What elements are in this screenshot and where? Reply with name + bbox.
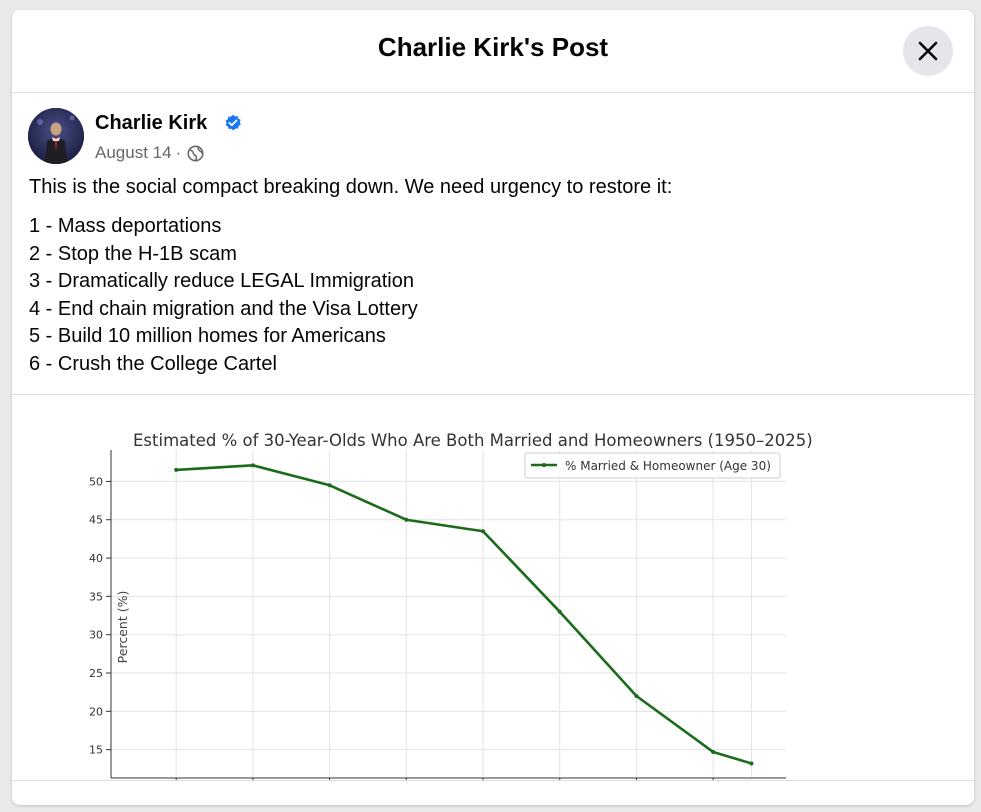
meta-separator: · — [175, 143, 182, 162]
close-icon — [917, 40, 939, 62]
close-button[interactable] — [903, 26, 953, 76]
verified-badge-icon — [224, 114, 242, 132]
post-text-intro: This is the social compact breaking down. We need urgency to restore it: — [29, 176, 673, 198]
data-point — [558, 610, 562, 614]
list-item: 1 - Mass deportations — [29, 215, 222, 237]
modal-title: Charlie Kirk's Post — [377, 32, 609, 62]
list-item: 3 - Dramatically reduce LEGAL Immigration — [29, 270, 414, 292]
modal-header — [12, 10, 974, 93]
legend-point-marker — [542, 463, 546, 467]
y-tick-label: 20 — [89, 705, 103, 719]
list-item: 4 - End chain migration and the Visa Lottery — [29, 297, 418, 320]
post-date[interactable]: August 14 — [95, 143, 172, 162]
data-point — [634, 694, 638, 698]
y-tick-label: 30 — [89, 628, 103, 642]
post-modal — [12, 10, 974, 805]
list-item: 6 - Crush the College Cartel — [29, 352, 277, 375]
data-point — [749, 761, 753, 765]
avatar[interactable] — [28, 108, 84, 164]
data-point — [711, 750, 715, 754]
data-point — [251, 463, 255, 467]
data-point — [481, 529, 485, 533]
y-tick-label: 35 — [89, 590, 103, 604]
post-header — [28, 108, 528, 164]
bottom-bar — [12, 780, 974, 805]
list-item: 2 - Stop the H-1B scam — [29, 242, 237, 265]
y-tick-label: 25 — [89, 667, 103, 681]
y-tick-label: 45 — [89, 513, 103, 527]
y-tick-label: 15 — [89, 743, 103, 757]
list-item: 5 - Build 10 million homes for Americans — [29, 325, 386, 347]
y-tick-label: 40 — [89, 552, 103, 566]
y-axis-label: Percent (%) — [115, 590, 130, 664]
line-chart — [12, 395, 974, 780]
chart-title: Estimated % of 30-Year-Olds Who Are Both Married and Homeowners (1950–2025) — [133, 431, 813, 450]
post-meta — [95, 143, 204, 163]
legend-label: % Married & Homeowner (Age 30) — [565, 459, 771, 473]
author-name[interactable]: Charlie Kirk — [95, 112, 208, 134]
data-point — [174, 468, 178, 472]
chart-legend — [525, 453, 780, 478]
post-text-list — [29, 213, 418, 378]
data-point — [404, 518, 408, 522]
post-image-chart[interactable] — [12, 395, 974, 780]
globe-icon[interactable] — [187, 145, 204, 162]
data-point — [328, 483, 332, 487]
y-tick-label: 50 — [89, 475, 103, 489]
